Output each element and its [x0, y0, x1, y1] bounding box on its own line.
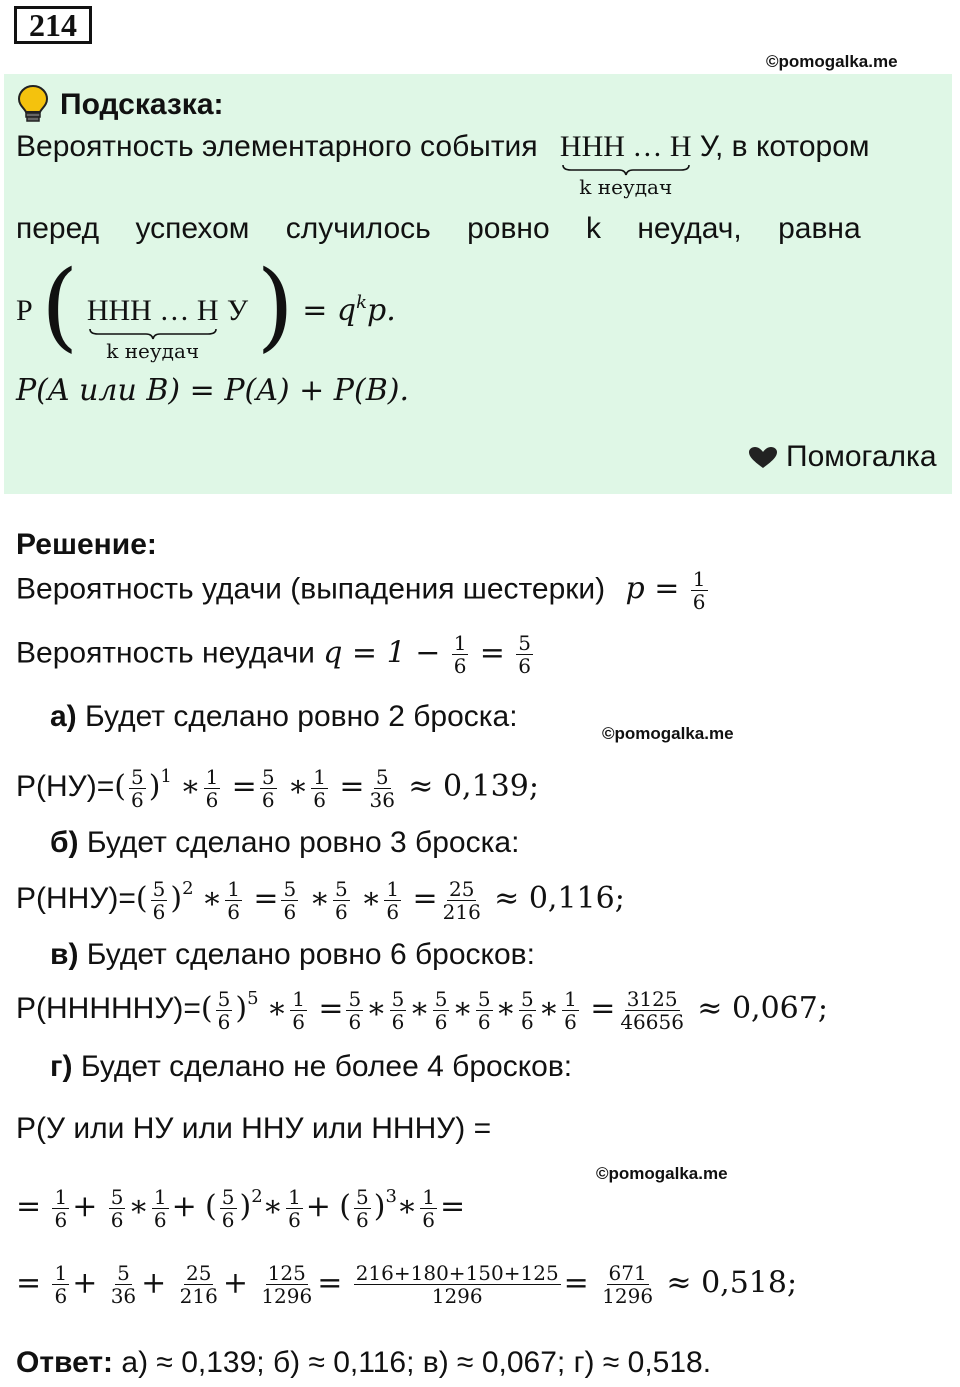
- denominator: 6: [518, 654, 532, 678]
- fraction: [109, 1262, 138, 1307]
- brace-group: [560, 130, 692, 198]
- formula-brace-label: k неудач: [106, 339, 200, 363]
- math-symbol: ∗: [495, 991, 516, 1026]
- eq-sign: =: [479, 635, 505, 671]
- denominator: 6: [391, 1009, 405, 1034]
- numerator: 1: [453, 631, 467, 655]
- denominator: 6: [153, 1207, 167, 1232]
- fraction: [259, 1262, 314, 1307]
- denominator: 6: [434, 1009, 448, 1034]
- math-symbol: =: [590, 991, 616, 1026]
- left-paren: (: [41, 250, 79, 362]
- part-a-label: а): [50, 700, 77, 733]
- math-symbol: =: [16, 1265, 42, 1301]
- fraction: [476, 988, 493, 1033]
- q-line: [16, 632, 536, 677]
- math-symbol: ∗: [128, 1189, 149, 1224]
- fraction: [152, 1186, 169, 1231]
- answer-text: а) ≈ 0,139; б) ≈ 0,116; в) ≈ 0,067; г) ≈ 0,518.: [121, 1346, 712, 1379]
- numerator: 5: [217, 986, 231, 1011]
- denominator: 1296: [602, 1284, 654, 1308]
- numerator: 1: [288, 1184, 301, 1209]
- math-symbol: +: [305, 1189, 331, 1224]
- fraction: [178, 1262, 220, 1307]
- formula-sup: k: [356, 292, 368, 313]
- numerator: 5: [334, 876, 348, 901]
- math-symbol: =: [339, 769, 365, 804]
- denominator: 6: [520, 1009, 534, 1034]
- p-line: [16, 568, 711, 613]
- brace-top: ННН … Н: [559, 130, 692, 163]
- denominator: 6: [205, 787, 219, 812]
- numerator: 5: [520, 986, 534, 1011]
- denominator: 6: [217, 1009, 231, 1034]
- math-symbol: =: [412, 881, 438, 916]
- part-d-label: г): [50, 1050, 73, 1083]
- fraction: [384, 878, 401, 923]
- watermark: ©pomogalka.me: [766, 52, 898, 71]
- math-symbol: +: [72, 1189, 98, 1224]
- formula-rhs: = q: [302, 293, 357, 328]
- numerator: 671: [608, 1261, 647, 1285]
- b-prefix: P(ННУ)=: [16, 882, 136, 915]
- fraction: [441, 878, 483, 923]
- hint-title: Подсказка:: [60, 88, 224, 121]
- a-prefix: P(НУ)=: [16, 770, 115, 803]
- numerator: 1: [54, 1261, 68, 1285]
- part-d-heading: [50, 1050, 572, 1084]
- fraction: [290, 988, 307, 1033]
- denominator: 6: [152, 899, 166, 924]
- p-lhs: p =: [625, 571, 680, 607]
- numerator: 125: [267, 1261, 306, 1285]
- fraction: [281, 878, 298, 923]
- denominator: 6: [130, 787, 144, 812]
- part-a-heading: [50, 700, 518, 734]
- hint-line-1: [16, 130, 870, 198]
- numerator: 25: [186, 1261, 212, 1285]
- part-b-formula: [16, 872, 625, 923]
- math-symbol: ∗: [366, 991, 387, 1026]
- fraction: [333, 878, 350, 923]
- math-symbol: ∗: [396, 1189, 418, 1224]
- math-symbol: ): [235, 991, 248, 1026]
- hint-line1-a: Вероятность элементарного события: [16, 130, 538, 163]
- numerator: 1: [313, 764, 327, 789]
- numerator: 5: [356, 1184, 369, 1209]
- exponent: 1: [160, 766, 172, 787]
- part-a-formula: [16, 760, 539, 811]
- denominator: 216: [179, 1284, 218, 1308]
- fraction: [600, 1262, 655, 1307]
- denominator: 6: [477, 1009, 491, 1034]
- math-symbol: ∗: [262, 1189, 284, 1224]
- fraction: [519, 988, 536, 1033]
- exponent: 2: [251, 1186, 263, 1207]
- numerator: 216+180+150+125: [355, 1261, 559, 1285]
- exponent: 2: [182, 878, 194, 899]
- numerator: 25: [449, 876, 475, 901]
- fraction: [618, 988, 686, 1033]
- math-symbol: =: [16, 1189, 42, 1224]
- denominator: 6: [221, 1207, 235, 1232]
- numerator: 1: [54, 1184, 68, 1209]
- part-b-label: б): [50, 826, 79, 859]
- fraction: [216, 988, 233, 1033]
- d-result: ≈ 0,518;: [666, 1265, 798, 1301]
- math-symbol: (: [205, 1189, 217, 1224]
- math-symbol: (: [339, 1189, 351, 1224]
- fraction: [420, 1186, 437, 1231]
- math-symbol: ∗: [201, 881, 223, 916]
- part-d-formula-2: [16, 1262, 797, 1307]
- right-paren: ): [256, 250, 294, 362]
- numerator: 5: [152, 876, 166, 901]
- denominator: 6: [356, 1207, 369, 1232]
- brace-label: k неудач: [579, 175, 673, 199]
- numerator: 5: [391, 986, 405, 1011]
- frac-5-6: [516, 632, 533, 677]
- numerator: 5: [110, 1184, 124, 1209]
- denominator: 6: [313, 787, 327, 812]
- denominator: 6: [422, 1207, 436, 1232]
- numerator: 1: [227, 876, 240, 901]
- denominator: 36: [110, 1284, 137, 1308]
- denominator: 6: [348, 1009, 362, 1034]
- denominator: 6: [227, 899, 240, 924]
- denominator: 6: [288, 1207, 301, 1232]
- math-symbol: =: [440, 1189, 466, 1224]
- numerator: 5: [130, 764, 144, 789]
- fraction: [109, 1186, 126, 1231]
- formula-brace-top: ННН … Н: [86, 294, 219, 327]
- math-symbol: ∗: [266, 991, 288, 1026]
- math-symbol: =: [231, 769, 257, 804]
- numerator: 5: [348, 986, 362, 1011]
- c-result: ≈ 0,067;: [697, 991, 828, 1026]
- exponent: 3: [385, 1186, 397, 1207]
- fraction: [52, 1262, 69, 1307]
- denominator: 6: [292, 1009, 305, 1034]
- math-symbol: ∗: [538, 991, 560, 1026]
- math-symbol: +: [72, 1265, 98, 1301]
- math-symbol: =: [318, 991, 344, 1026]
- formula-p: P: [16, 294, 33, 327]
- numerator: 5: [283, 876, 297, 901]
- q-lhs: q = 1 −: [323, 635, 441, 671]
- part-d-prefix: P(У или НУ или ННУ или НННУ) =: [16, 1112, 492, 1145]
- part-b-text: Будет сделано ровно 3 броска:: [86, 826, 520, 859]
- part-c-text: Будет сделано ровно 6 бросков:: [86, 938, 535, 971]
- math-symbol: ): [148, 769, 161, 804]
- denominator: 6: [564, 1009, 577, 1034]
- denominator: 1296: [261, 1284, 313, 1308]
- watermark-2: ©pomogalka.me: [602, 724, 734, 743]
- fraction: [52, 1186, 69, 1231]
- math-symbol: (: [114, 769, 126, 804]
- task-number: 214: [14, 6, 92, 44]
- fraction: [311, 766, 328, 811]
- part-c-formula: [16, 982, 828, 1033]
- math-symbol: =: [563, 1265, 589, 1301]
- math-symbol: ): [170, 881, 183, 916]
- watermark-3: ©pomogalka.me: [596, 1164, 728, 1183]
- numerator: 5: [117, 1261, 130, 1285]
- math-symbol: (: [135, 881, 148, 916]
- math-symbol: ): [239, 1189, 252, 1224]
- denominator: 6: [54, 1284, 68, 1308]
- denominator: 6: [334, 899, 348, 924]
- exponent: 5: [247, 988, 259, 1009]
- p-text: Вероятность удачи (выпадения шестерки): [16, 572, 606, 606]
- denominator: 6: [54, 1207, 68, 1232]
- c-prefix: P(НННННУ)=: [16, 992, 201, 1025]
- answer-label: Ответ:: [16, 1346, 114, 1379]
- fraction: [354, 1186, 371, 1231]
- numerator: 5: [477, 986, 491, 1011]
- denominator: 6: [283, 899, 297, 924]
- math-symbol: ∗: [287, 769, 309, 804]
- formula-u: У: [226, 294, 249, 327]
- part-d-formula-1: [16, 1180, 465, 1231]
- fraction: [204, 766, 221, 811]
- part-b-heading: [50, 826, 519, 860]
- numerator: 5: [375, 764, 389, 789]
- numerator: 5: [221, 1184, 235, 1209]
- numerator: 1: [153, 1184, 167, 1209]
- numerator: 5: [434, 986, 448, 1011]
- brand-name: Помогалка: [786, 440, 937, 473]
- numerator: 5: [518, 631, 532, 655]
- denominator: 6: [386, 899, 400, 924]
- denominator: 6: [261, 787, 275, 812]
- numerator: 1: [386, 876, 400, 901]
- fraction: [260, 766, 277, 811]
- q-text: Вероятность неудачи: [16, 636, 315, 670]
- numerator: 1: [205, 764, 219, 789]
- fraction: [390, 988, 407, 1033]
- part-c-label: в): [50, 938, 79, 971]
- math-symbol: ∗: [409, 991, 430, 1026]
- frac-1-6: [452, 632, 469, 677]
- frac-1-6: [691, 568, 708, 613]
- math-symbol: ∗: [309, 881, 330, 916]
- math-symbol: +: [171, 1189, 197, 1224]
- fraction: [354, 1262, 561, 1307]
- numerator: 1: [292, 986, 305, 1011]
- denominator: 6: [692, 590, 706, 614]
- fraction: [562, 988, 579, 1033]
- denominator: 46656: [620, 1009, 684, 1034]
- math-symbol: ∗: [180, 769, 201, 804]
- fraction: [433, 988, 450, 1033]
- numerator: 5: [261, 764, 275, 789]
- math-symbol: ): [373, 1189, 386, 1224]
- a-result: ≈ 0,139;: [408, 769, 539, 804]
- numerator: 3125: [626, 986, 678, 1011]
- math-symbol: (: [200, 991, 213, 1026]
- part-c-heading: [50, 938, 535, 972]
- math-symbol: ∗: [361, 881, 382, 916]
- math-symbol: +: [222, 1265, 248, 1301]
- part-a-text: Будет сделано ровно 2 броска:: [85, 700, 518, 733]
- denominator: 6: [110, 1207, 124, 1232]
- fraction: [151, 878, 168, 923]
- denominator: 36: [369, 787, 395, 812]
- hint-line-2: [16, 212, 952, 246]
- denominator: 6: [453, 654, 467, 678]
- fraction: [225, 878, 242, 923]
- hint-formula: [16, 250, 396, 363]
- sum-rule: P(A или B) = P(A) + P(B).: [16, 373, 409, 408]
- formula-end: p.: [367, 293, 396, 328]
- math-symbol: +: [141, 1265, 167, 1301]
- fraction: [129, 766, 146, 811]
- solution-title: Решение:: [16, 528, 157, 561]
- fraction: [220, 1186, 237, 1231]
- bulb-icon: [16, 84, 50, 129]
- fraction: [368, 766, 397, 811]
- fraction: [286, 1186, 303, 1231]
- numerator: 1: [692, 567, 706, 591]
- formula-brace-group: [87, 294, 219, 362]
- math-symbol: =: [317, 1265, 343, 1301]
- answer-line: [16, 1346, 711, 1380]
- b-result: ≈ 0,116;: [494, 881, 625, 916]
- math-symbol: =: [253, 881, 279, 916]
- denominator: 1296: [431, 1284, 483, 1308]
- denominator: 216: [442, 899, 481, 924]
- heart-icon: [748, 446, 778, 475]
- fraction: [346, 988, 363, 1033]
- hint-line1-b: У, в котором: [699, 130, 870, 163]
- math-symbol: ∗: [452, 991, 473, 1026]
- numerator: 1: [564, 986, 577, 1011]
- hint-line2-text: перед успехом случилось ровно k неудач, равна: [16, 212, 861, 245]
- part-d-text: Будет сделано не более 4 бросков:: [80, 1050, 573, 1083]
- numerator: 1: [422, 1184, 436, 1209]
